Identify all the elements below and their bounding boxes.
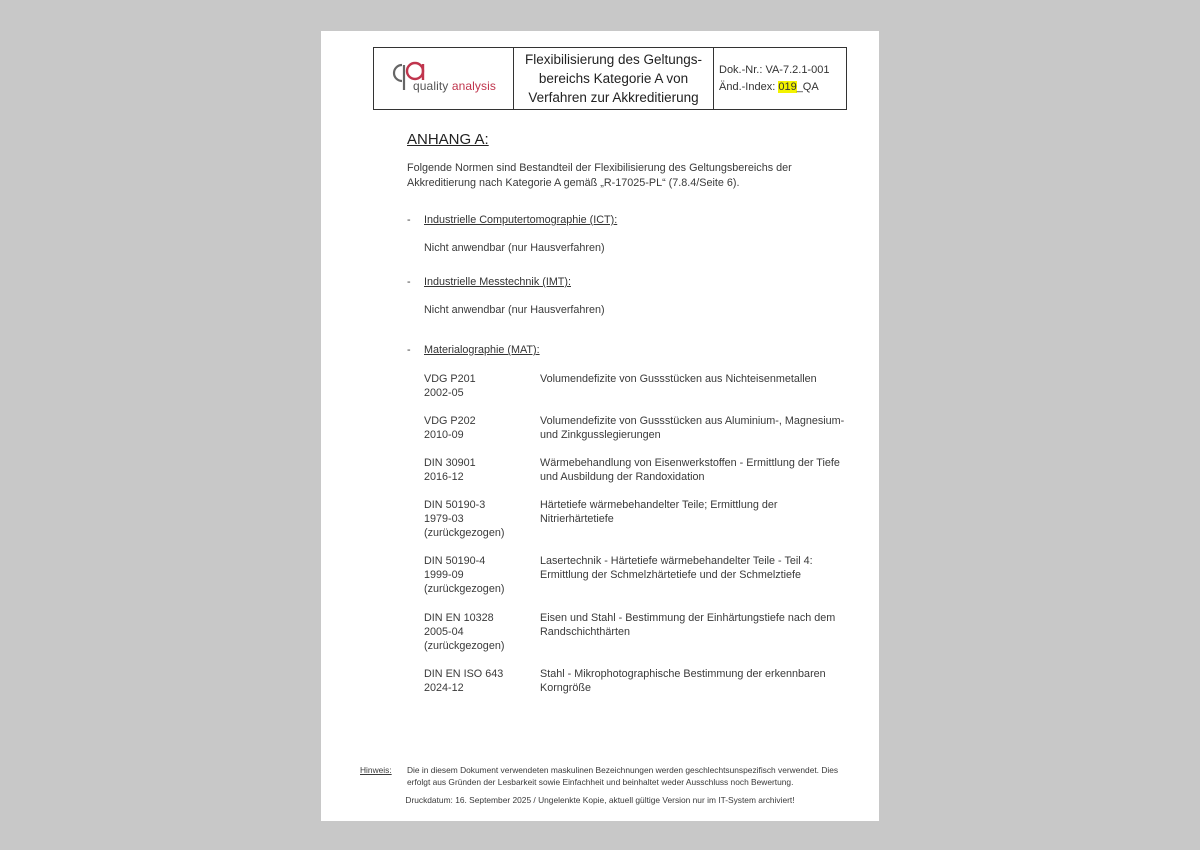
document-meta [714,48,846,109]
norm-description: Wärmebehandlung von Eisenwerkstoffen - Ermittlung der Tiefe und Ausbildung der Randoxidation [540,457,840,484]
norm-description: Eisen und Stahl - Bestimmung der Einhärtungstiefe nach dem Randschichthärten [540,612,836,639]
norm-code: DIN 30901 2016-12 [424,457,476,484]
norm-description: Härtetiefe wärmebehandelter Teile; Ermittlung der Nitrierhärtetiefe [540,499,778,526]
intro-paragraph: Folgende Normen sind Bestandteil der Flexibilisierung des Geltungsbereichs der Akkreditierung nach Kategorie A gemäß „R-17025-PL“ (7.8.4/Seite 6). [407,162,792,189]
section-dash: - [407,344,411,356]
norm-code: DIN 50190-3 1979-03 (zurückgezogen) [424,499,505,540]
section-text-imt: Nicht anwendbar (nur Hausverfahren) [424,304,605,316]
norm-description: Stahl - Mikrophotographische Bestimmung der erkennbaren Korngröße [540,668,826,695]
norm-code: DIN 50190-4 1999-09 (zurückgezogen) [424,555,505,596]
section-title-ict: Industrielle Computertomographie (ICT): [424,214,618,226]
norm-code: VDG P202 2010-09 [424,415,476,442]
footer-note-text: Die in diesem Dokument verwendeten maskulinen Bezeichnungen werden geschlechtsunspezifisch verwendet. Dies erfolgt aus Gründen der Lesbarkeit sowie Einfachheit und beinhaltet weder Ausschluss noch Bewertung. [407,765,839,787]
logo-wordmark: quality analysis [413,79,496,93]
norm-code: DIN EN ISO 643 2024-12 [424,668,504,695]
section-text-ict: Nicht anwendbar (nur Hausverfahren) [424,242,605,254]
footer-note-label: Hinweis: [360,765,392,775]
norm-description: Volumendefizite von Gussstücken aus Nichteisenmetallen [540,373,817,385]
section-title-imt: Industrielle Messtechnik (IMT): [424,276,571,288]
appendix-heading: ANHANG A: [407,131,489,148]
document-page [321,31,879,821]
document-title: Flexibilisierung des Geltungs-bereichs Kategorie A von Verfahren zur Akkreditierung [514,48,714,109]
section-title-mat: Materialographie (MAT): [424,344,540,356]
section-dash: - [407,214,411,226]
section-dash: - [407,276,411,288]
document-header [373,47,847,110]
norm-code: VDG P201 2002-05 [424,373,476,400]
revision-index-value: 019 [778,80,797,93]
revision-index: Änd.-Index: 019_QA [719,80,819,93]
norm-description: Lasertechnik - Härtetiefe wärmebehandelter Teile - Teil 4: Ermittlung der Schmelzhärtetiefe und der Schmelztiefe [540,555,813,582]
company-logo [374,48,514,109]
norm-description: Volumendefizite von Gussstücken aus Aluminium-, Magnesium- und Zinkgusslegierungen [540,415,845,442]
document-number: Dok.-Nr.: VA-7.2.1-001 [719,63,830,76]
norm-code: DIN EN 10328 2005-04 (zurückgezogen) [424,612,505,653]
print-date-note: Druckdatum: 16. September 2025 / Ungelenkte Kopie, aktuell gültige Version nur im IT-System archiviert! [405,795,795,805]
